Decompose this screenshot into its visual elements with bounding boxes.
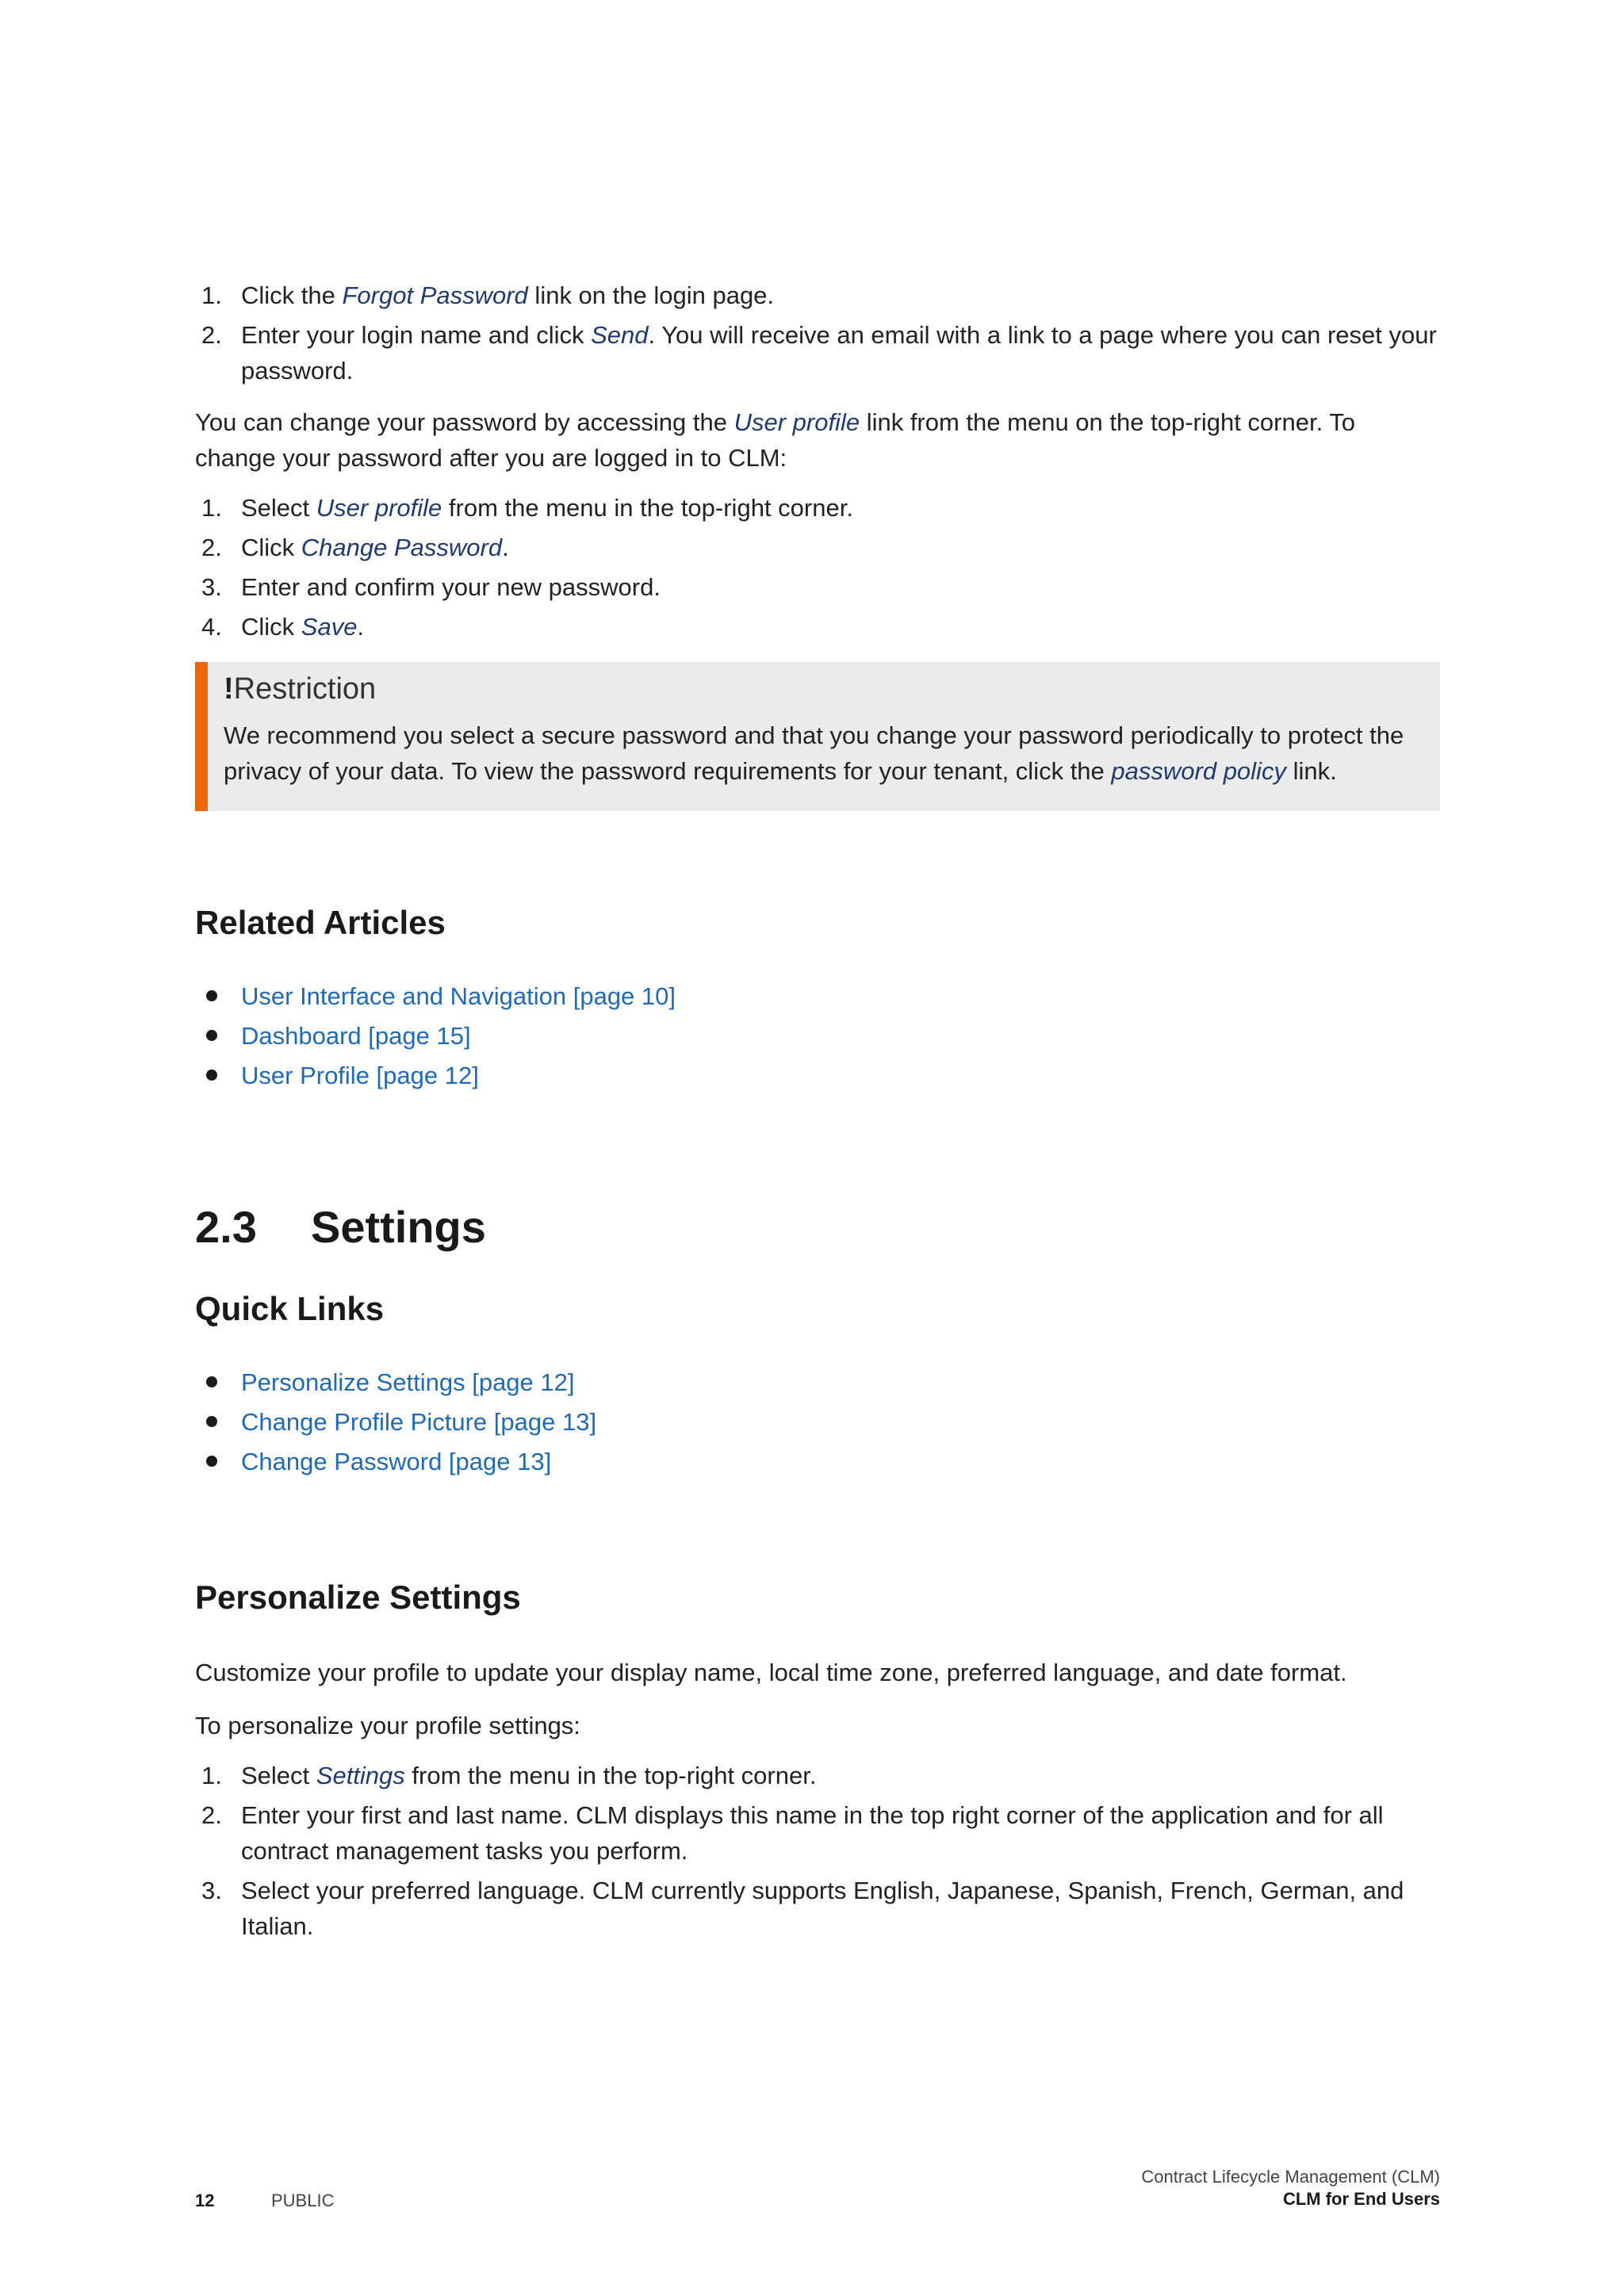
page-number: 12: [195, 2191, 215, 2210]
list-item: 1. Click the Forgot Password link on the login page.: [195, 277, 1440, 313]
step-number: 1.: [201, 281, 222, 309]
step-number: 1.: [201, 494, 222, 522]
related-link-user-profile[interactable]: User Profile [page 12]: [241, 1062, 479, 1089]
step-number: 4.: [201, 613, 222, 641]
personalize-description: Customize your profile to update your display name, local time zone, preferred language, and date format.: [195, 1659, 1347, 1686]
related-link-user-interface[interactable]: User Interface and Navigation [page 10]: [241, 982, 676, 1010]
send-ref: Send: [591, 321, 649, 349]
settings-ref: Settings: [316, 1762, 405, 1789]
quick-links-heading: Quick Links: [195, 1290, 385, 1327]
section-heading: [195, 1202, 1440, 1252]
change-password-ref: Change Password: [301, 534, 503, 561]
password-policy-link[interactable]: password policy: [1111, 757, 1286, 785]
step-number: 3.: [201, 1877, 222, 1904]
restriction-note: [195, 662, 1440, 811]
reset-steps: [195, 277, 1440, 388]
user-profile-ref: User profile: [316, 494, 442, 522]
exclamation-icon: !: [224, 672, 234, 706]
list-item: 2. Click Change Password.: [195, 530, 1440, 565]
change-password-steps: [195, 490, 1440, 645]
product-name: Contract Lifecycle Management (CLM): [1141, 2167, 1440, 2187]
quick-link-change-profile-picture[interactable]: Change Profile Picture [page 13]: [241, 1408, 597, 1436]
restriction-body: We recommend you select a secure password and that you change your password periodically to protect the privacy of your data. To view the password requirements for your tenant, click the password policy link.: [224, 721, 1404, 785]
related-link-dashboard[interactable]: Dashboard [page 15]: [241, 1022, 471, 1050]
list-item: [195, 1018, 1440, 1054]
list-item: 2. Enter your first and last name. CLM displays this name in the top right corner of the application and for all contract management tasks you perform.: [195, 1797, 1440, 1869]
forgot-password-ref: Forgot Password: [342, 281, 528, 309]
list-item: 2. Enter your login name and click Send. You will receive an email with a link to a page where you can reset your password.: [195, 317, 1440, 388]
step-number: 2.: [201, 1801, 222, 1829]
section-number: 2.3: [195, 1202, 257, 1252]
list-item: [195, 1444, 1440, 1479]
list-item: 3. Select your preferred language. CLM currently supports English, Japanese, Spanish, French, German, and Italian.: [195, 1873, 1440, 1944]
bullet-icon: [206, 1070, 217, 1081]
list-item: 3. Enter and confirm your new password.: [195, 569, 1440, 605]
classification-label: PUBLIC: [271, 2191, 335, 2210]
bullet-icon: [206, 1376, 217, 1387]
list-item: [195, 1364, 1440, 1400]
bullet-icon: [206, 1456, 217, 1467]
personalize-steps: [195, 1758, 1440, 1944]
change-password-intro: You can change your password by accessing the User profile link from the menu on the top-right corner. To change your password after you are logged in to CLM:: [195, 408, 1355, 472]
bullet-icon: [206, 1416, 217, 1427]
document-title: CLM for End Users: [1282, 2189, 1440, 2209]
bullet-icon: [206, 990, 217, 1001]
quick-links-list: [195, 1364, 1440, 1479]
save-ref: Save: [301, 613, 358, 641]
quick-link-personalize-settings[interactable]: Personalize Settings [page 12]: [241, 1368, 575, 1396]
related-articles-list: [195, 978, 1440, 1093]
quick-link-change-password[interactable]: Change Password [page 13]: [241, 1448, 552, 1475]
page-content: [195, 277, 1440, 1948]
restriction-title: !Restriction: [224, 672, 377, 706]
step-number: 1.: [201, 1762, 222, 1789]
list-item: [195, 978, 1440, 1014]
step-number: 3.: [201, 573, 222, 601]
list-item: [195, 1058, 1440, 1093]
section-title: Settings: [311, 1202, 486, 1252]
personalize-settings-heading: Personalize Settings: [195, 1578, 521, 1616]
list-item: 1. Select User profile from the menu in the top-right corner.: [195, 490, 1440, 526]
list-item: 1. Select Settings from the menu in the top-right corner.: [195, 1758, 1440, 1793]
user-profile-ref: User profile: [733, 408, 860, 436]
personalize-intro: To personalize your profile settings:: [195, 1712, 580, 1739]
step-number: 2.: [201, 534, 222, 561]
list-item: [195, 1404, 1440, 1440]
footer-right: [1141, 2166, 1440, 2210]
footer-left: [195, 2190, 334, 2212]
list-item: 4. Click Save.: [195, 609, 1440, 645]
related-articles-heading: Related Articles: [195, 904, 446, 941]
step-number: 2.: [201, 321, 222, 349]
bullet-icon: [206, 1030, 217, 1041]
